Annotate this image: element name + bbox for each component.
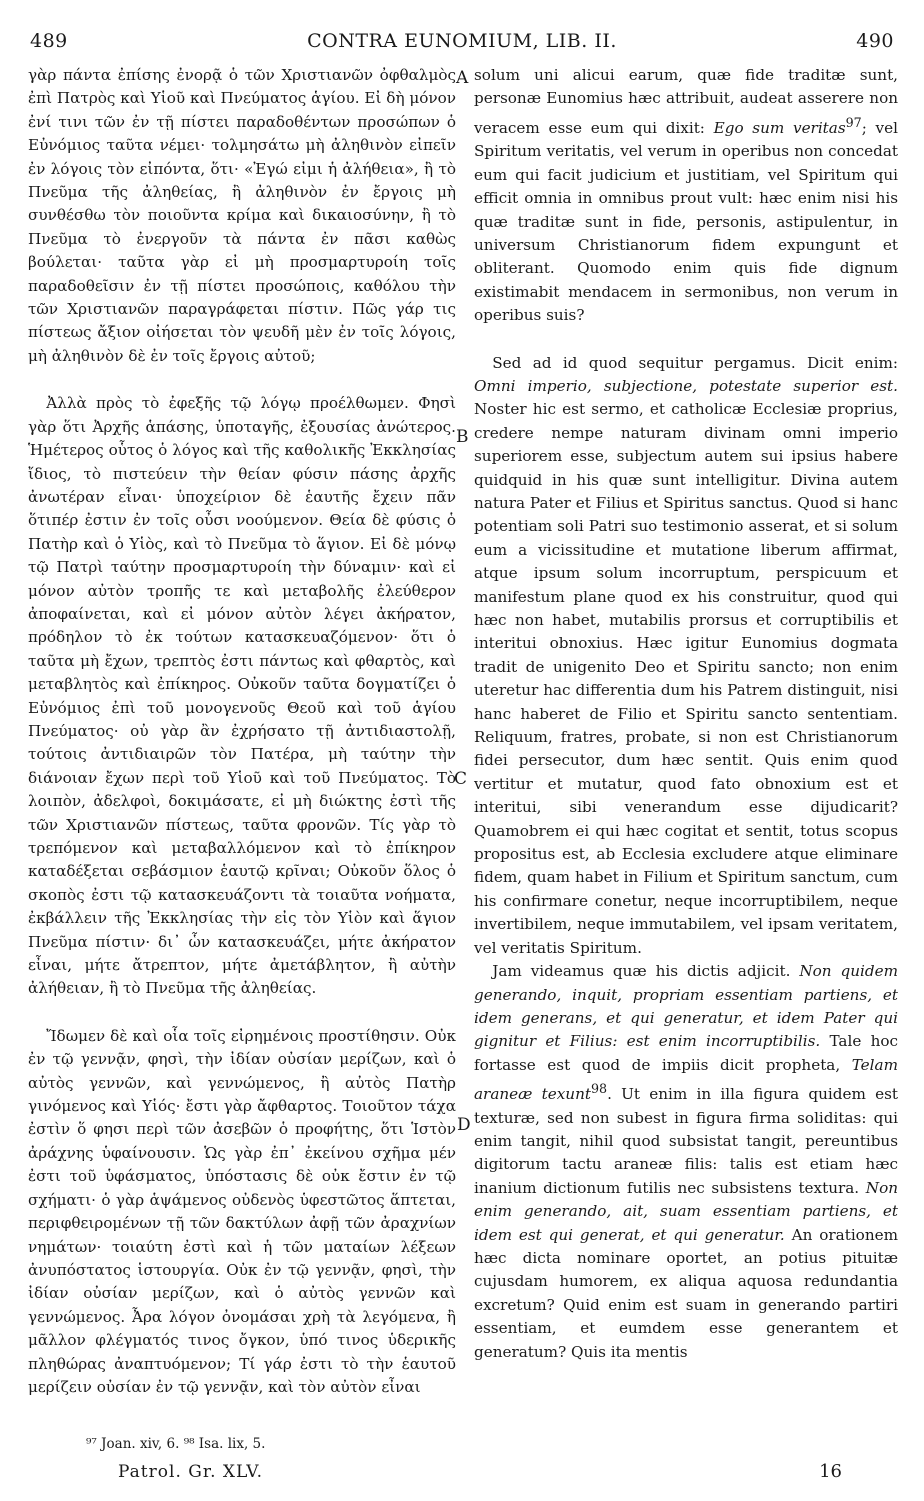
greek-paragraph-2: Ἀλλὰ πρὸς τὸ ἐφεξῆς τῷ λόγῳ προέλθωμεν. Φησὶ γὰρ ὅτι Ἀρχῆς ἁπάσης, ὑποταγῆς, ἐξουσίας ἀνώτερος. Ἡμέτερος οὗτος ὁ λόγος καὶ τῆς καθολικῆς Ἐκκλησίας ἴδιος, τὸ πιστεύειν τὴν θείαν φύσιν πάσης ἀρχῆς ἀνωτέραν εἶναι· ὑποχείριον δὲ ἑαυτῆς ἔχειν πᾶν ὅτιπέρ ἐστιν ἐν τοῖς οὖσι νοούμενον. Θεία δὲ φύσις ὁ Πατὴρ καὶ ὁ Υἱὸς, καὶ τὸ Πνεῦμα τὸ ἅγιον. Εἰ δὲ μόνῳ τῷ Πατρὶ ταύτην προσμαρτυροίη τὴν δύναμιν· καὶ εἰ μόνον αὐτὸν τροπῆς τε καὶ μεταβολῆς ἐλεύθερον ἀποφαίνεται, καὶ εἰ μόνον αὐτὸν λέγει ἀκήρατον, πρόδηλον τὸ ἐκ τούτων κατασκευαζόμενον· ὅτι ὁ ταῦτα μὴ ἔχων, τρεπτὸς ἐστι πάντως καὶ φθαρτὸς, καὶ μεταβλητὸς καὶ ἐπίκηρος. Οὐκοῦν ταῦτα δογματίζει ὁ Εὐνόμιος ἐπὶ τοῦ μονογενοῦς Θεοῦ καὶ τοῦ ἁγίου Πνεύματος· οὐ γὰρ ἂν ἐχρήσατο τῇ ἀντιδιαστολῇ, τούτοις ἀντιδιαιρῶν τὸν Πατέρα, μὴ ταύτην τὴν διάνοιαν ἔχων περὶ τοῦ Υἱοῦ καὶ τοῦ Πνεύματος. Τὸ λοιπὸν, ἀδελφοὶ, δοκιμάσατε, εἰ μὴ διώκτης ἐστὶ τῆς τῶν Χριστιανῶν πίστεως, ταῦτα φρονῶν. Τίς γὰρ τὸ τρεπόμενον καὶ μεταβαλλόμενον καὶ τὸ ἐπίκηρον καταδέξεται σεβάσμιον ἑαυτῷ κρῖναι; Οὐκοῦν ὅλος ὁ σκοπὸς ἐστι τῷ κατασκευάζοντι τὰ τοιαῦτα νοήματα, ἐκβάλλειν τῆς Ἐκκλησίας τὴν εἰς τὸν Υἱὸν καὶ ἅγιον Πνεῦμα πίστιν· δι᾽ ὧν κατασκευάζει, μήτε ἀκήρατον εἶναι, μήτε ἄτρεπτον, μήτε ἀμετάβλητον, ἢ αὐτὴν ἀλήθειαν, ἢ τὸ Πνεῦμα τῆς ἀληθείας.: [28, 394, 456, 998]
greek-paragraph-1: γὰρ πάντα ἐπίσης ἐνορᾷ ὁ τῶν Χριστιανῶν ὀφθαλμὸς ἐπὶ Πατρὸς καὶ Υἱοῦ καὶ Πνεύματος ἁγίου. Εἰ δὴ μόνον ἐνί τινι τῶν ἐν τῇ πίστει παραδοθέντων προσώπων ὁ Εὐνόμιος ταῦτα νέμει· τολμησάτω μὴ ἀληθινὸν εἰπεῖν ἐν λόγοις τὸν εἰπόντα, ὅτι· «Ἐγώ εἰμι ἡ ἀλήθεια», ἢ τὸ Πνεῦμα τῆς ἀληθείας, ἢ ἀληθινὸν ἐν ἔργοις μὴ συνθέσθω τὸν ποιοῦντα κρίμα καὶ δικαιοσύνην, ἢ τὸ Πνεῦμα τὸ ἐνεργοῦν τὰ πάντα ἐν πᾶσι καθὼς βούλεται· ταῦτα γὰρ εἰ μὴ προσμαρτυροίη τοῖς παραδοθεῖσιν ἐν τῇ πίστει προσώποις, καθόλου τὴν τῶν Χριστιανῶν παραγράφεται πίστιν. Πῶς γάρ τις πίστεως ἄξιον οἰήσεται τὸν ψευδῆ μὲν ἐν τοῖς λόγοις, μὴ ἀληθινὸν δὲ ἐν τοῖς ἔργοις αὐτοῦ;: [28, 66, 456, 365]
margin-letter-b: B: [456, 427, 469, 447]
latin-paragraph-2: [474, 352, 898, 961]
footnote-ref: 98: [590, 1081, 608, 1097]
page-number-left: 489: [30, 30, 68, 52]
latin-text: Tale hoc fortasse est quod de impiis dicit propheta,: [474, 1032, 898, 1074]
latin-italic: Non enim generando, ait, suam essentiam partiens, et idem est qui generat, et qui generatur.: [474, 1178, 898, 1244]
margin-letter-a: A: [456, 68, 469, 88]
latin-text: . Ut enim in illa figura quidem est texturæ, sed non subest in figura firma soliditas: qui enim tangit, nihil quod subsistat tangit, pereuntibus digitorum tactu araneæ filis: talis est etiam hæc inanium dictionum futilis nec subsistens textura.: [474, 1085, 898, 1197]
margin-letter-d: D: [457, 1115, 471, 1135]
latin-text: An orationem hæc dicta nominare oportet, an potius pituitæ cujusdam humorem, ex aliqua aquosa redundantia excretum? Quid enim est suam in generando partiri essentiam, et eumdem esse generantem et generatum? Quis ita mentis: [474, 1225, 898, 1361]
latin-text: Noster hic est sermo, et catholicæ Ecclesiæ proprius, credere nempe naturam divinam omni imperio superiorem esse, subjectum autem sui ipsius habere quidquid in his quæ sunt intelligitur. Divina autem natura Pater et Filius et Spiritus sanctus. Quod si hanc potentiam soli Patri suo testimonio asserat, et si solum eum a vicissitudine et mutatione liberum affirmat, atque ipsum solum incorruptum, perspicuum et manifestum plane quod ex his construitur, quod qui hæc non habet, mutabilis prorsus et corruptibilis et interitui obnoxius. Hæc igitur Eunomius dogmata tradit de unigenito Deo et Spiritu sancto; non enim uteretur hac differentia dum his Patrem distinguit, nisi hanc haberet de Filio et Spiritu sancto sententiam. Reliquum, fratres, probate, si non est Christianorum fidei persecutor, dum hæc sentit. Quis enim quod vertitur et mutatur, quod fato obnoxium est et interitui, sibi venerandum esse dijudicarit? Quamobrem ei qui hæc cogitat et sentit, totus scopus propositus est, ab Ecclesia excludere atque eliminare fidem, quam habet in Filium et Spiritum sanctum, cum his confirmare conetur, neque incorruptibilem, neque invertibilem, neque immutabilem, vel ipsam veritatem, vel veritatis Spiritum.: [474, 400, 898, 957]
latin-text: ; vel Spiritum veritatis, vel verum in operibus non concedat eum qui facit judicium et justitiam, vel Spiritum qui efficit omnia in omnibus prout vult: hæc enim nisi his quæ traditæ sunt in fide, personis, astipulentur, in universum Christianorum fidem expungunt et obliterant. Quomodo enim quis fide dignum existimabit mendacem in sermonibus, non verum in operibus suis?: [474, 118, 898, 325]
latin-italic: Ego sum veritas: [713, 118, 846, 137]
latin-text: Sed ad id quod sequitur pergamus. Dicit enim:: [492, 353, 898, 372]
footnote-ref: 97: [845, 114, 862, 130]
running-title: CONTRA EUNOMIUM, LIB. II.: [307, 30, 617, 52]
latin-paragraph-1: [474, 64, 898, 328]
latin-italic: Telam araneæ texunt: [474, 1055, 898, 1104]
latin-column: [474, 64, 898, 1364]
latin-italic: Omni imperio, subjectione, potestate superior est.: [474, 376, 898, 395]
margin-letter-c: C: [454, 769, 468, 789]
series-title: Patrol. Gr. XLV.: [118, 1462, 263, 1482]
page-number-right: 490: [856, 30, 894, 52]
signature-mark: 16: [819, 1461, 842, 1482]
latin-text: Jam videamus quæ his dictis adjicit.: [492, 962, 800, 981]
latin-italic: Non quidem generando, inquit, propriam essentiam partiens, et idem generans, et qui generatur, et idem Pater qui gignitur et Filius: est enim incorruptibilis.: [474, 962, 898, 1051]
greek-paragraph-3: Ἴδωμεν δὲ καὶ οἷα τοῖς εἰρημένοις προστίθησιν. Οὐκ ἐν τῷ γεννᾷν, φησὶ, τὴν ἰδίαν οὐσίαν μερίζων, καὶ ὁ αὐτὸς γεννῶν, καὶ γεννώμενος, ἢ αὐτὸς Πατὴρ γινόμενος καὶ Υἱός· ἔστι γὰρ ἄφθαρτος. Τοιοῦτον τάχα ἐστὶν ὅ φησι περὶ τῶν ἀσεβῶν ὁ προφήτης, ὅτι Ἱστὸν ἀράχνης ὑφαίνουσιν. Ὡς γὰρ ἐπ᾽ ἐκείνου σχῆμα μέν ἐστι τοῦ ὑφάσματος, ὑπόστασις δὲ οὐκ ἔστιν ἐν τῷ σχήματι· ὁ γὰρ ἁψάμενος οὐδενὸς ὑφεστῶτος ἅπτεται, περιφθειρομένων τῇ τῶν δακτύλων ἀφῇ τῶν ἀραχνίων νημάτων· τοιαύτη ἐστὶ καὶ ἡ τῶν ματαίων λέξεων ἀνυπόστατος ἱστουργία. Οὐκ ἐν τῷ γεννᾷν, φησὶ, τὴν ἰδίαν οὐσίαν μερίζων, καὶ ὁ αὐτὸς γεννῶν καὶ γεννώμενος. Ἆρα λόγον ὀνομάσαι χρὴ τὰ λεγόμενα, ἢ μᾶλλον φλέγματός τινος ὄγκον, ὑπό τινος ὑδερικῆς πληθώρας ἀναπτυόμενον; Τί γάρ ἐστι τὸ τὴν ἑαυτοῦ μερίζειν οὐσίαν ἐν τῷ γεννᾷν, καὶ τὸν αὐτὸν εἶναι: [28, 1026, 456, 1396]
latin-paragraph-3: [474, 960, 898, 1364]
latin-text: solum uni alicui earum, quæ fide traditæ sunt, personæ Eunomius hæc attribuit, audeat asserere non veracem esse eum qui dixit:: [474, 66, 898, 137]
greek-column: [28, 64, 456, 1399]
footnotes: ⁹⁷ Joan. xiv, 6. ⁹⁸ Isa. lix, 5.: [86, 1436, 266, 1452]
